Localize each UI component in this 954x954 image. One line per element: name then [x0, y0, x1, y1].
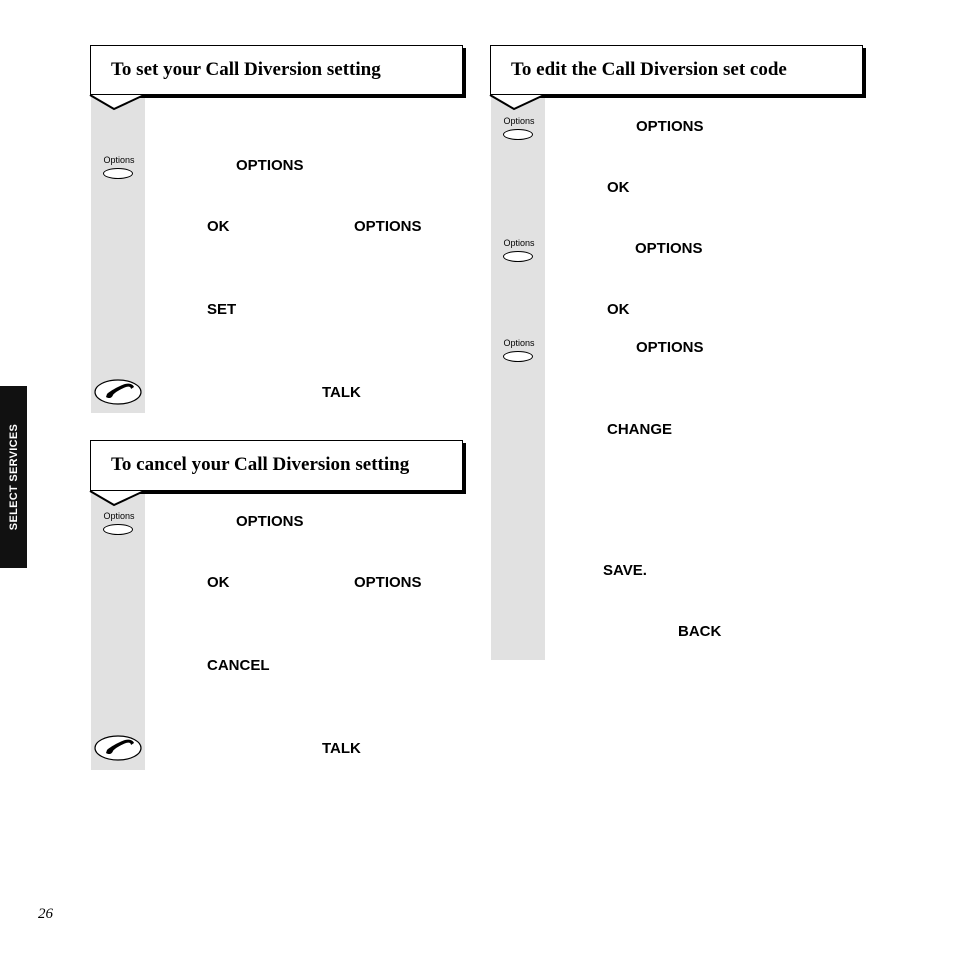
edit-key-options-3: OPTIONS	[636, 339, 704, 356]
set-section-heading	[90, 45, 463, 95]
cancel-key-cancel: CANCEL	[207, 657, 270, 674]
edit-key-back: BACK	[678, 623, 722, 640]
cancel-key-options-2: OPTIONS	[354, 574, 422, 591]
section-side-tab-label: SELECT SERVICES	[7, 423, 20, 531]
cancel-key-talk: TALK	[322, 740, 361, 757]
edit-key-options: OPTIONS	[636, 118, 704, 135]
edit-instruction-strip	[491, 96, 545, 660]
set-key-set: SET	[207, 301, 237, 318]
set-instruction-strip	[91, 96, 145, 413]
set-key-talk: TALK	[322, 384, 361, 401]
options-button-icon: Options	[101, 155, 141, 185]
set-key-options: OPTIONS	[236, 157, 304, 174]
cancel-section-title: To cancel your Call Diversion setting	[111, 454, 410, 475]
set-key-ok: OK	[207, 218, 230, 235]
options-button-icon: Options	[501, 338, 541, 368]
edit-key-options-2: OPTIONS	[635, 240, 703, 257]
options-button-icon: Options	[501, 116, 541, 146]
cancel-key-ok: OK	[207, 574, 230, 591]
cancel-heading-pointer	[87, 489, 147, 509]
set-key-options-2: OPTIONS	[354, 218, 422, 235]
phone-handset-icon	[93, 734, 143, 762]
page-number: 26	[38, 906, 53, 922]
set-heading-pointer	[87, 93, 147, 113]
options-button-icon: Options	[501, 238, 541, 268]
edit-key-ok-2: OK	[607, 301, 630, 318]
cancel-section-heading	[90, 440, 463, 491]
edit-section-heading	[490, 45, 863, 95]
cancel-key-options: OPTIONS	[236, 513, 304, 530]
section-side-tab	[0, 386, 27, 568]
set-section-title: To set your Call Diversion setting	[111, 59, 381, 80]
edit-key-change: CHANGE	[607, 421, 673, 438]
options-button-icon: Options	[101, 511, 141, 541]
phone-handset-icon	[93, 378, 143, 406]
edit-heading-pointer	[487, 93, 547, 113]
edit-key-save: SAVE.	[603, 562, 647, 579]
edit-key-ok: OK	[607, 179, 630, 196]
edit-section-title: To edit the Call Diversion set code	[511, 59, 787, 80]
